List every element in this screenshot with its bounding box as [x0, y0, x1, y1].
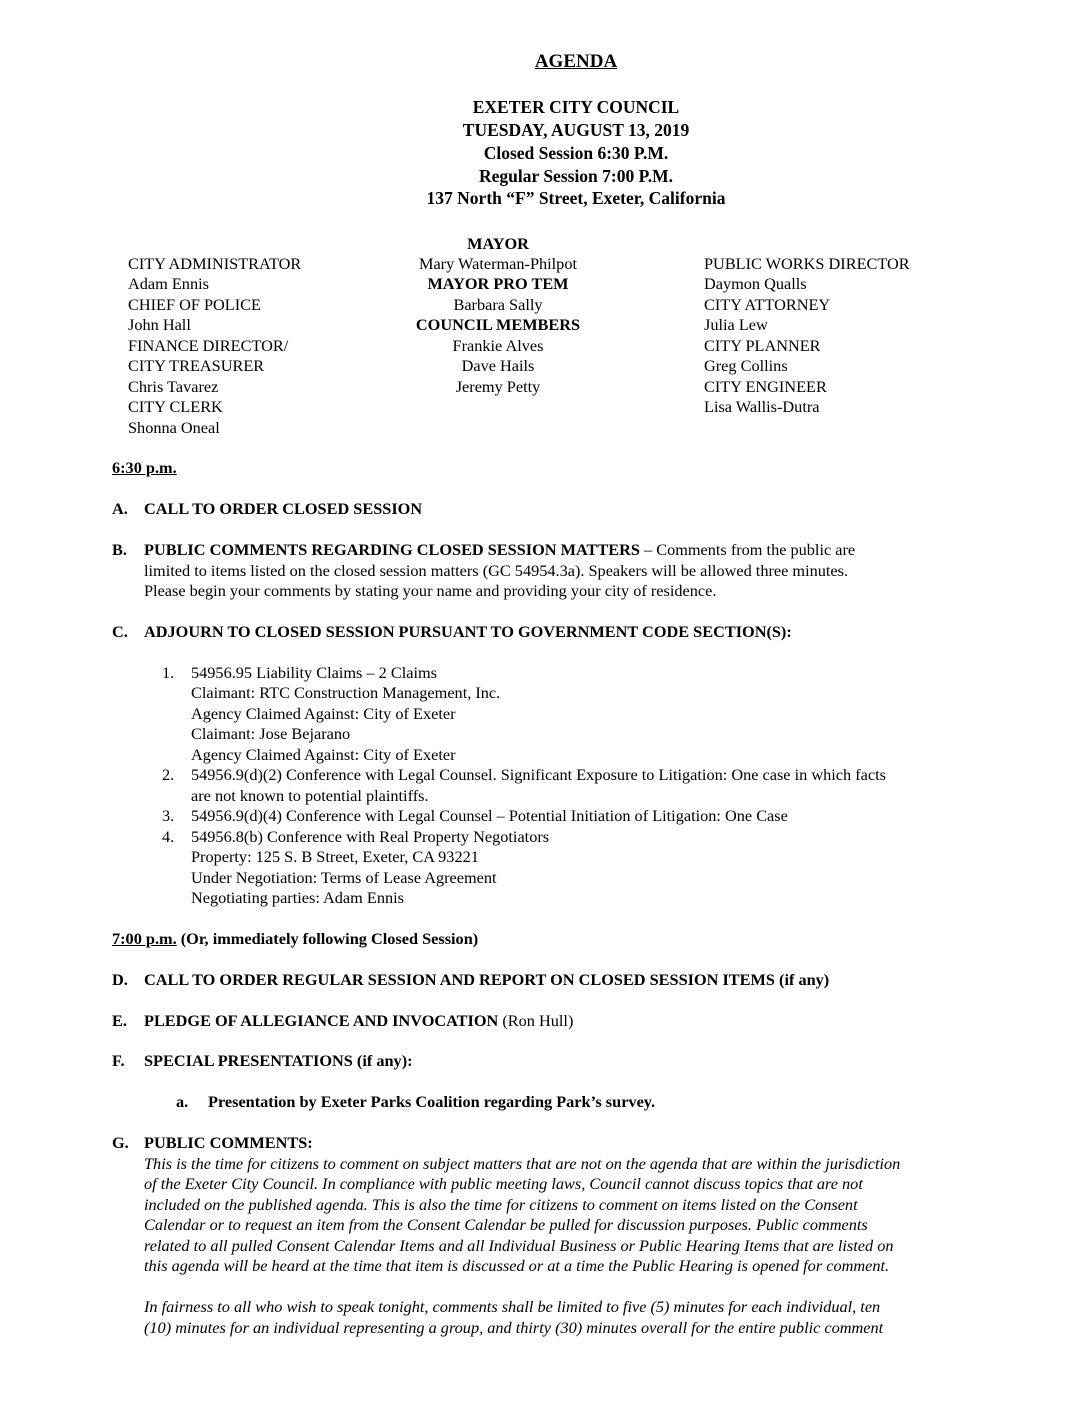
item-line: Claimant: RTC Construction Management, Inc.	[191, 683, 501, 702]
mayor-pro-tem-label: MAYOR PRO TEM	[427, 274, 569, 293]
section-letter: C.	[112, 622, 128, 641]
official-line: Julia Lew	[704, 315, 768, 334]
official-line: Chris Tavarez	[128, 377, 219, 396]
regular-session-note: (Or, immediately following Closed Session)	[176, 929, 479, 948]
official-line: John Hall	[128, 315, 191, 334]
official-line: CITY ATTORNEY	[704, 295, 831, 314]
mayor-label: MAYOR	[467, 234, 529, 253]
public-comment-line: Calendar or to request an item from the Consent Calendar be pulled for discussion purposes. Public comments	[144, 1215, 868, 1234]
section-b-line1	[144, 540, 855, 560]
section-letter: E.	[112, 1011, 127, 1030]
section-f-title: SPECIAL PRESENTATIONS (if any):	[144, 1051, 413, 1070]
public-comment-line: related to all pulled Consent Calendar Items and all Individual Business or Public Hearing Items that are listed on	[144, 1236, 894, 1255]
public-comment-line: In fairness to all who wish to speak tonight, comments shall be limited to five (5) minutes for each individual, ten	[144, 1297, 881, 1316]
section-letter: B.	[112, 540, 127, 559]
public-comment-line: this agenda will be heard at the time that item is discussed or at a time the Public Hearing is opened for comment.	[144, 1256, 890, 1275]
item-line: Claimant: Jose Bejarano	[191, 724, 351, 743]
section-b-line2: limited to items listed on the closed session matters (GC 54954.3a). Speakers will be allowed three minutes.	[144, 561, 849, 580]
section-b-title: PUBLIC COMMENTS REGARDING CLOSED SESSION MATTERS	[144, 540, 640, 559]
council-members-label: COUNCIL MEMBERS	[415, 315, 581, 334]
section-letter: D.	[112, 970, 128, 989]
mayor-pro-tem-name: Barbara Sally	[453, 295, 543, 314]
public-comment-line: of the Exeter City Council. In compliance with public meeting laws, Council cannot discuss topics that are not	[144, 1174, 863, 1193]
item-line: 54956.8(b) Conference with Real Property Negotiators	[191, 827, 550, 846]
item-number: 3.	[162, 806, 175, 825]
section-e-note: (Ron Hull)	[498, 1011, 574, 1030]
item-line: 54956.9(d)(4) Conference with Legal Counsel – Potential Initiation of Litigation: One Case	[191, 806, 788, 825]
official-line: Greg Collins	[704, 356, 788, 375]
section-d-title: CALL TO ORDER REGULAR SESSION AND REPORT ON CLOSED SESSION ITEMS (if any)	[144, 970, 830, 989]
section-b-text: – Comments from the public are	[639, 540, 856, 559]
meeting-address: 137 North “F” Street, Exeter, California	[426, 188, 726, 208]
regular-session-time-label: 7:00 p.m.	[112, 929, 177, 948]
public-comment-line: (10) minutes for an individual representing a group, and thirty (30) minutes overall for the entire public comment	[144, 1318, 884, 1337]
meeting-date: TUESDAY, AUGUST 13, 2019	[462, 120, 690, 140]
closed-session-heading: 6:30 p.m.	[112, 458, 177, 477]
item-line: Under Negotiation: Terms of Lease Agreement	[191, 868, 497, 887]
official-line: Shonna Oneal	[128, 418, 220, 437]
section-letter: F.	[112, 1051, 125, 1070]
official-line: CITY ADMINISTRATOR	[128, 254, 302, 273]
item-number: 4.	[162, 827, 175, 846]
agenda-title: AGENDA	[534, 51, 618, 72]
item-line: are not known to potential plaintiffs.	[191, 786, 429, 805]
item-line: Agency Claimed Against: City of Exeter	[191, 704, 456, 723]
official-line: CITY PLANNER	[704, 336, 821, 355]
official-line: CHIEF OF POLICE	[128, 295, 261, 314]
mayor-name: Mary Waterman-Philpot	[418, 254, 577, 273]
item-number: 1.	[162, 663, 175, 682]
regular-session-time: Regular Session 7:00 P.M.	[479, 166, 673, 186]
regular-session-heading	[112, 929, 478, 949]
item-line: Agency Claimed Against: City of Exeter	[191, 745, 456, 764]
section-a-title: CALL TO ORDER CLOSED SESSION	[144, 499, 423, 518]
official-line: Adam Ennis	[128, 274, 209, 293]
item-letter: a.	[176, 1092, 189, 1111]
official-line: FINANCE DIRECTOR/	[128, 336, 289, 355]
item-line: 54956.9(d)(2) Conference with Legal Counsel. Significant Exposure to Litigation: One case in which facts	[191, 765, 886, 784]
item-line: Negotiating parties: Adam Ennis	[191, 888, 404, 907]
official-line: CITY ENGINEER	[704, 377, 827, 396]
council-member-name: Frankie Alves	[452, 336, 544, 355]
section-e-line	[144, 1011, 573, 1031]
section-b-line3: Please begin your comments by stating your name and providing your city of residence.	[144, 581, 717, 600]
item-line: Property: 125 S. B Street, Exeter, CA 93221	[191, 847, 479, 866]
public-comment-line: This is the time for citizens to comment on subject matters that are not on the agenda that are within the jurisdiction	[144, 1154, 901, 1173]
council-member-name: Dave Hails	[461, 356, 535, 375]
section-g-title: PUBLIC COMMENTS:	[144, 1133, 313, 1152]
section-letter: G.	[112, 1133, 129, 1152]
section-letter: A.	[112, 499, 128, 518]
official-line: Daymon Qualls	[704, 274, 807, 293]
council-name: EXETER CITY COUNCIL	[472, 97, 680, 117]
section-e-title: PLEDGE OF ALLEGIANCE AND INVOCATION	[144, 1011, 499, 1030]
item-line: 54956.95 Liability Claims – 2 Claims	[191, 663, 438, 682]
section-c-title: ADJOURN TO CLOSED SESSION PURSUANT TO GOVERNMENT CODE SECTION(S):	[144, 622, 792, 641]
official-line: PUBLIC WORKS DIRECTOR	[704, 254, 910, 273]
official-line: CITY TREASURER	[128, 356, 265, 375]
item-number: 2.	[162, 765, 175, 784]
official-line: Lisa Wallis-Dutra	[704, 397, 820, 416]
closed-session-time: Closed Session 6:30 P.M.	[483, 143, 669, 163]
council-member-name: Jeremy Petty	[455, 377, 541, 396]
public-comment-line: included on the published agenda. This is also the time for citizens to comment on items listed on the Consent	[144, 1195, 858, 1214]
official-line: CITY CLERK	[128, 397, 223, 416]
presentation-item: Presentation by Exeter Parks Coalition regarding Park’s survey.	[208, 1092, 656, 1111]
